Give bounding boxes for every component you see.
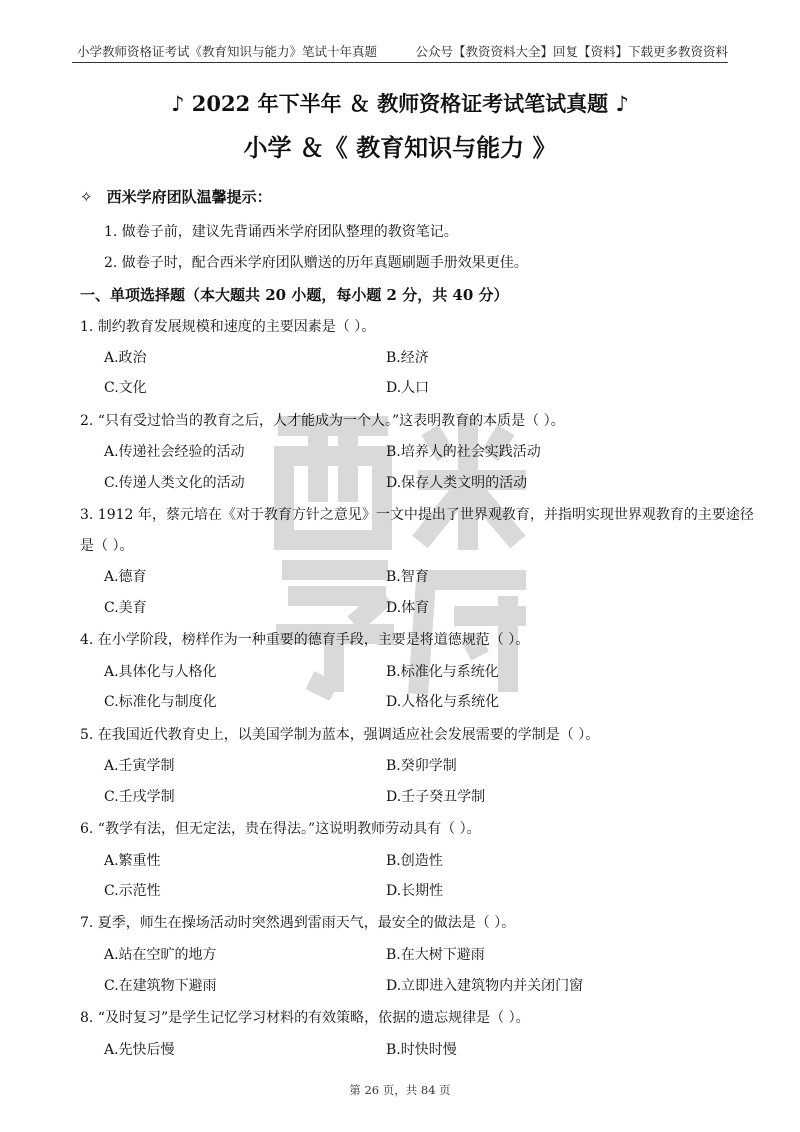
page-number: 第 26 页，共 84 页: [349, 1083, 451, 1097]
option-b: B.时快时慢: [386, 1042, 457, 1058]
tip-item: 1. 做卷子前，建议先背诵西米学府团队整理的教资笔记。: [104, 224, 458, 240]
option-a: A.具体化与人格化: [104, 664, 217, 680]
option-b: B.创造性: [386, 853, 443, 869]
option-a: A.德育: [104, 569, 147, 585]
question-text: 1. 制约教育发展规模和速度的主要因素是（ ）。: [80, 319, 376, 335]
option-d: D.保存人类文明的活动: [386, 475, 528, 491]
question-text: 4. 在小学阶段，榜样作为一种重要的德育手段，主要是将道德规范（ ）。: [80, 632, 530, 648]
option-a: A.政治: [104, 350, 147, 366]
option-c: C.壬戌学制: [104, 789, 175, 805]
option-d: D.壬子癸丑学制: [386, 789, 486, 805]
option-d: D.体育: [386, 600, 430, 616]
question-text: 7. 夏季，师生在操场活动时突然遇到雷雨天气，最安全的做法是（ ）。: [80, 915, 516, 931]
question-text: 8. “及时复习”是学生记忆学习材料的有效策略，依据的遗忘规律是（ ）。: [80, 1010, 530, 1026]
option-b: B.癸卯学制: [386, 758, 457, 774]
option-c: C.文化: [104, 380, 147, 396]
option-c: C.在建筑物下避雨: [104, 978, 217, 994]
question-text-continued: 是（ ）。: [80, 538, 134, 554]
exam-title: ♪ 2022 年下半年 ＆ 教师资格证考试笔试真题 ♪: [171, 91, 629, 116]
diamond-star-icon: ✧: [80, 188, 93, 206]
option-b: B.智育: [386, 569, 429, 585]
option-a: A.繁重性: [104, 853, 161, 869]
question-text: 2. “只有受过恰当的教育之后，人才能成为一个人。”这表明教育的本质是（ ）。: [80, 413, 565, 429]
option-b: B.经济: [386, 350, 429, 366]
header-divider: [72, 62, 728, 63]
option-b: B.培养人的社会实践活动: [386, 444, 541, 460]
option-a: A.壬寅学制: [104, 758, 175, 774]
header-left-text: 小学教师资格证考试《教育知识与能力》笔试十年真题: [77, 44, 378, 59]
header-right-text: 公众号【教资资料大全】回复【资料】下载更多教资资料: [415, 44, 728, 59]
tip-item: 2. 做卷子时，配合西米学府团队赠送的历年真题刷题手册效果更佳。: [104, 255, 528, 271]
option-d: D.立即进入建筑物内并关闭门窗: [386, 978, 584, 994]
tips-heading: [80, 186, 272, 207]
section-heading: 一、单项选择题（本大题共 20 小题，每小题 2 分，共 40 分）: [80, 286, 509, 304]
option-a: A.站在空旷的地方: [104, 947, 217, 963]
tips-heading-text: 西米学府团队温馨提示：: [106, 188, 272, 206]
option-c: C.标准化与制度化: [104, 694, 217, 710]
option-c: C.传递人类文化的活动: [104, 475, 245, 491]
question-text: 3. 1912 年，蔡元培在《对于教育方针之意见》一文中提出了世界观教育，并指明实现世界观教育的主要途径: [80, 507, 754, 523]
question-text: 5. 在我国近代教育史上，以美国学制为蓝本，强调适应社会发展需要的学制是（ ）。: [80, 727, 600, 743]
question-text: 6. “教学有法，但无定法，贵在得法。”这说明教师劳动具有（ ）。: [80, 821, 481, 837]
option-c: C.示范性: [104, 883, 161, 899]
option-d: D.人格化与系统化: [386, 694, 500, 710]
option-c: C.美育: [104, 600, 147, 616]
option-b: B.标准化与系统化: [386, 664, 499, 680]
option-a: A.传递社会经验的活动: [104, 444, 245, 460]
subject-title: 小学 ＆《 教育知识与能力 》: [243, 133, 557, 162]
option-d: D.长期性: [386, 883, 444, 899]
option-a: A.先快后慢: [104, 1042, 175, 1058]
option-d: D.人口: [386, 380, 430, 396]
option-b: B.在大树下避雨: [386, 947, 485, 963]
